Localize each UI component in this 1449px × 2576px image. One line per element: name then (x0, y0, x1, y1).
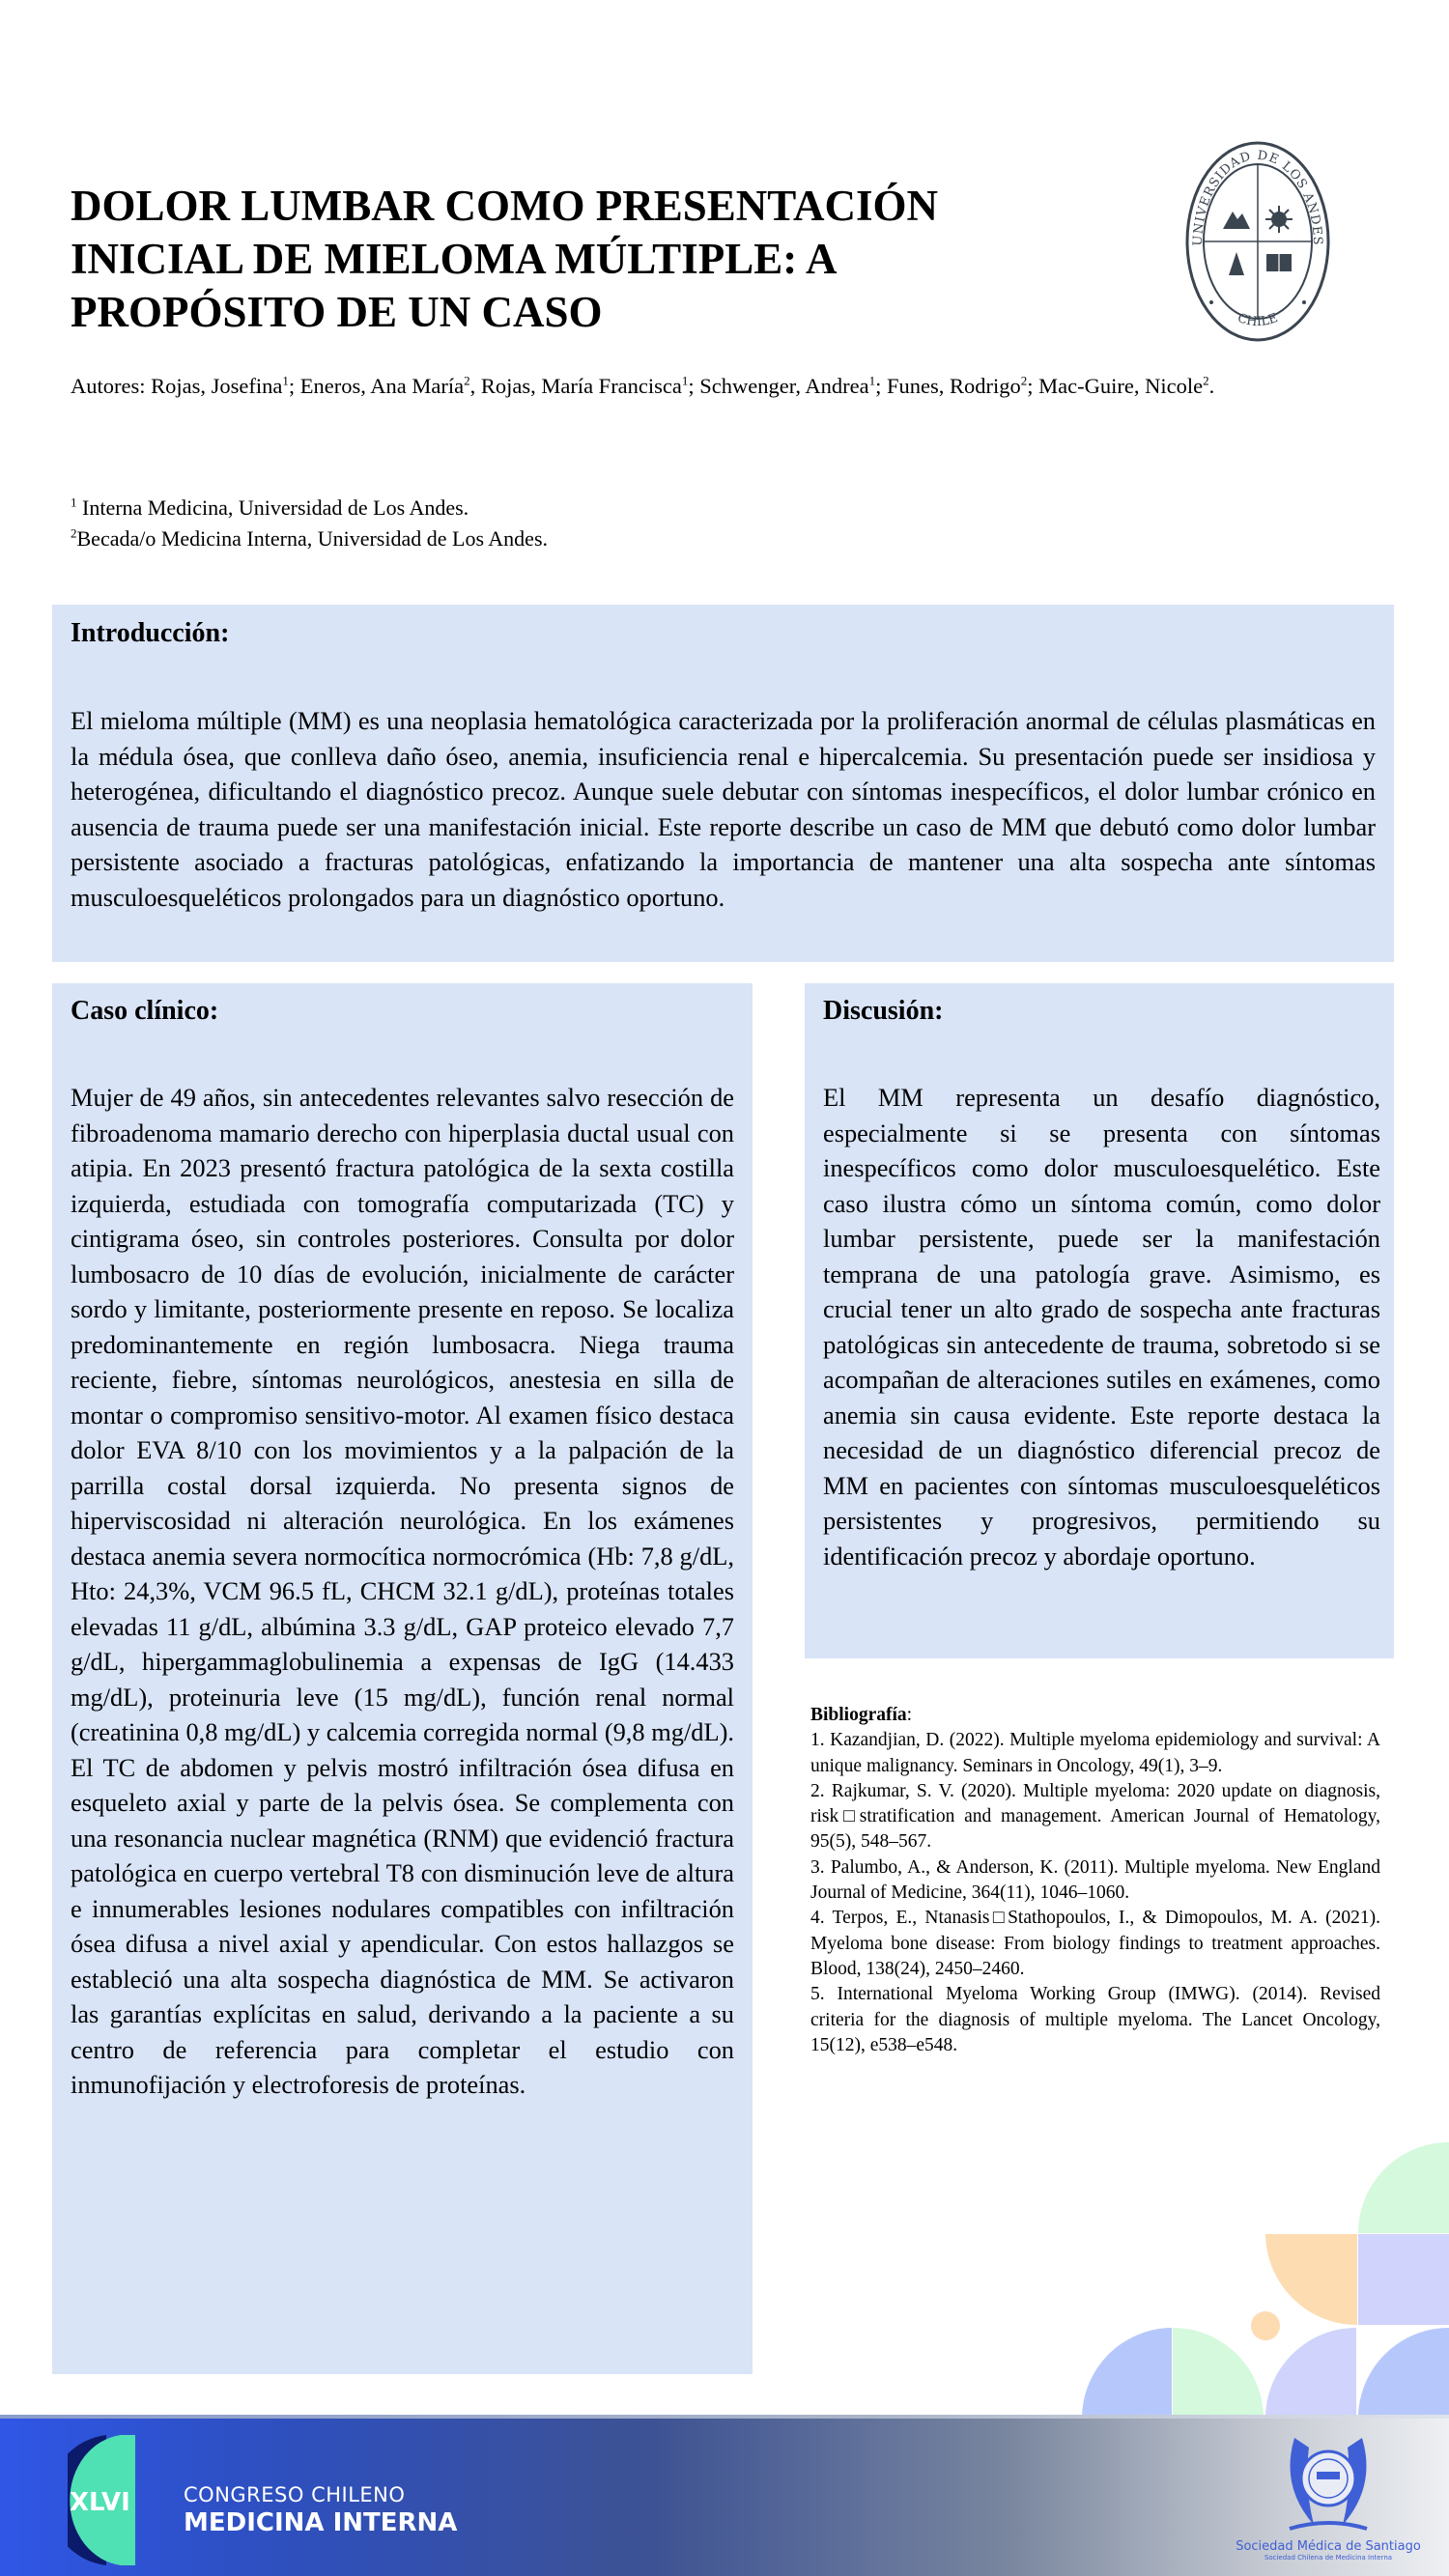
bibliography: Bibliografía: 1. Kazandjian, D. (2022). Multiple myeloma epidemiology and survival: A unique malignancy. Seminars in Oncology, 49(1), 3–9. 2. Rajkumar, S. V. (2020). Multiple myeloma: 2020 update on diagnosis, risk□stratification and management. American Journal of Hematology, 95(5), 548–567. 3. Palumbo, A., & Anderson, K. (2011). Multiple myeloma. New England Journal of Medicine, 364(11), 1046–1060. 4. Terpos, E., Ntanasis□Stathopoulos, I., & Dimopoulos, M. A. (2021). Myeloma bone disease: From biology findings to treatment approaches. Blood, 138(24), 2450–2460. 5. International Myeloma Working Group (IMWG). (2014). Revised criteria for the diagnosis of multiple myeloma. The Lancet Oncology, 15(12), e538–e548. (810, 1703, 1380, 2058)
svg-text:UNIVERSIDAD DE LOS ANDES: UNIVERSIDAD DE LOS ANDES (1190, 148, 1325, 246)
author: Funes, Rodrigo$^2$; (886, 373, 1039, 398)
svg-text:XLVI: XLVI (70, 2488, 130, 2517)
congress-logo (68, 2435, 174, 2565)
discussion-text: El MM representa un desafío diagnóstico, especialmente si se presenta con síntomas inespecíficos como dolor musculoesquelético. Este caso ilustra cómo un síntoma común, como dolor lumbar persistente, puede ser la manifestación temprana de una patología grave. Asimismo, es crucial tener un alto grado de sospecha ante fracturas patológicas sin antecedente de trauma, sobretodo si se acompañan de alteraciones sutiles en exámenes, como anemia sin causa evidente. Este reporte destaca la necesidad de un diagnóstico diferencial precoz de MM en pacientes con síntomas musculoesqueléticos persistentes y progresivos, permitiendo su identificación precoz y abordaje oportuno. (823, 1083, 1380, 1571)
congress-line-2: MEDICINA INTERNA (184, 2508, 458, 2537)
congress-name (184, 2483, 457, 2537)
clinical-case-text: Mujer de 49 años, sin antecedentes relevantes salvo resección de fibroadenoma mamario derecho con hiperplasia ductal usual con atipia. En 2023 presentó fractura patológica de la sexta costilla izquierda, estudiada con tomografía computarizada (TC) y cintigrama óseo, sin controles posteriores. Consulta por dolor lumbosacro de 10 días de evolución, inicialmente de carácter sordo y limitante, posteriormente presente en reposo. Se localiza predominantemente en región lumbosacra. Niega trauma reciente, fiebre, síntomas neurológicos, anestesia en silla de montar o compromiso sensitivo-motor. Al examen físico destaca dolor EVA 8/10 con los movimientos y a la palpación de la parrilla costal dorsal izquierda. No presenta signos de hiperviscosidad ni alteración neurológica. En los exámenes destaca anemia severa normocítica normocrómica (Hb: 7,8 g/dL, Hto: 24,3%, VCM 96.5 fL, CHCM 32.1 g/dL), proteínas totales elevadas 11 g/dL, albúmina 3.3 g/dL, GAP proteico elevado 7,7 g/dL, hipergammaglobulinemia a expensas de IgG (14.433 mg/dL), proteinuria leve (15 mg/dL), función renal normal (creatinina 0,8 mg/dL) y calcemia corregida normal (9,8 mg/dL). El TC de abdomen y pelvis mostró infiltración ósea difusa en esqueleto axial y parte de la pelvis ósea. Se complementa con una resonancia nuclear magnética (RNM) que evidenció fractura patológica en cuerpo vertebral T8 con disminución leve de altura e innumerables lesiones nodulares compatibles con infiltración ósea difusa a nivel axial y apendicular. Con estos hallazgos se estableció una alta sospecha diagnóstica de MM. Se activaron las garantías explícitas en salud, derivando a la paciente a su centro de referencia para completar el estudio con inmunofijación y electroforesis de proteínas. (71, 1083, 734, 2099)
author: Rojas, María Francisca$^1$; (480, 373, 700, 398)
laurel-seal-icon (1275, 2428, 1381, 2539)
introduction-heading: Introducción: (71, 618, 230, 648)
footer-banner (0, 2419, 1449, 2576)
affiliation-1: $^1$ Interna Medicina, Universidad de Los Andes. (71, 495, 469, 520)
author: Mac-Guire, Nicole$^2$. (1038, 373, 1215, 398)
reference-item: 5. International Myeloma Working Group (IMWG). (2014). Revised criteria for the diagnosis of multiple myeloma. The Lancet Oncology, 15(12), e538–e548. (810, 1984, 1380, 2055)
author: Eneros, Ana María$^2$, (299, 373, 481, 398)
discussion-heading: Discusión: (823, 996, 944, 1026)
sociedad-medica-logo (1227, 2428, 1430, 2573)
bibliography-heading: Bibliografía (810, 1705, 907, 1725)
introduction-section (52, 605, 1394, 962)
reference-item: 3. Palumbo, A., & Anderson, K. (2011). Multiple myeloma. New England Journal of Medicine, 364(11), 1046–1060. (810, 1856, 1380, 1904)
svg-text:CHILE: CHILE (1236, 310, 1280, 330)
decorative-shapes (1063, 2106, 1449, 2419)
society-name: Sociedad Médica de Santiago (1236, 2539, 1421, 2554)
universidad-de-los-andes-logo (1184, 140, 1331, 343)
authors-label: Autores: (71, 374, 146, 398)
affiliation-2: $^2$Becada/o Medicina Interna, Universidad de Los Andes. (71, 525, 549, 551)
congress-line-1: CONGRESO CHILENO (184, 2483, 406, 2506)
clinical-case-section (52, 983, 753, 2374)
clinical-case-heading: Caso clínico: (71, 996, 219, 1026)
society-subtitle: Sociedad Chilena de Medicina Interna (1264, 2554, 1393, 2562)
affiliations (71, 493, 548, 554)
reference-item: 2. Rajkumar, S. V. (2020). Multiple myeloma: 2020 update on diagnosis, risk□stratification and management. American Journal of Hematology, 95(5), 548–567. (810, 1780, 1380, 1853)
introduction-text: El mieloma múltiple (MM) es una neoplasia hematológica caracterizada por la proliferación anormal de células plasmáticas en la médula ósea, que conlleva daño óseo, anemia, insuficiencia renal e hipercalcemia. Su presentación puede ser insidiosa y heterogénea, dificultando el diagnóstico precoz. Aunque suele debutar con síntomas inespecíficos, el dolor lumbar crónico en ausencia de trauma puede ser una manifestación inicial. Este reporte describe un caso de MM que debutó como dolor lumbar persistente asociado a fracturas patológicas, enfatizando la importancia de mantener una alta sospecha ante síntomas musculoesqueléticos prolongados para un diagnóstico oportuno. (71, 706, 1376, 912)
authors-line (71, 370, 1312, 402)
poster-title: DOLOR LUMBAR COMO PRESENTACIÓN INICIAL DE MIELOMA MÚLTIPLE: A PROPÓSITO DE UN CASO (71, 182, 938, 336)
reference-item: 4. Terpos, E., Ntanasis□Stathopoulos, I., & Dimopoulos, M. A. (2021). Myeloma bone disease: From biology findings to treatment approaches. Blood, 138(24), 2450–2460. (810, 1908, 1380, 1979)
discussion-section (805, 983, 1394, 1658)
reference-item: 1. Kazandjian, D. (2022). Multiple myeloma epidemiology and survival: A unique malignancy. Seminars in Oncology, 49(1), 3–9. (810, 1730, 1380, 1776)
author: Schwenger, Andrea$^1$; (699, 373, 887, 398)
author: Rojas, Josefina$^1$; (151, 373, 300, 398)
